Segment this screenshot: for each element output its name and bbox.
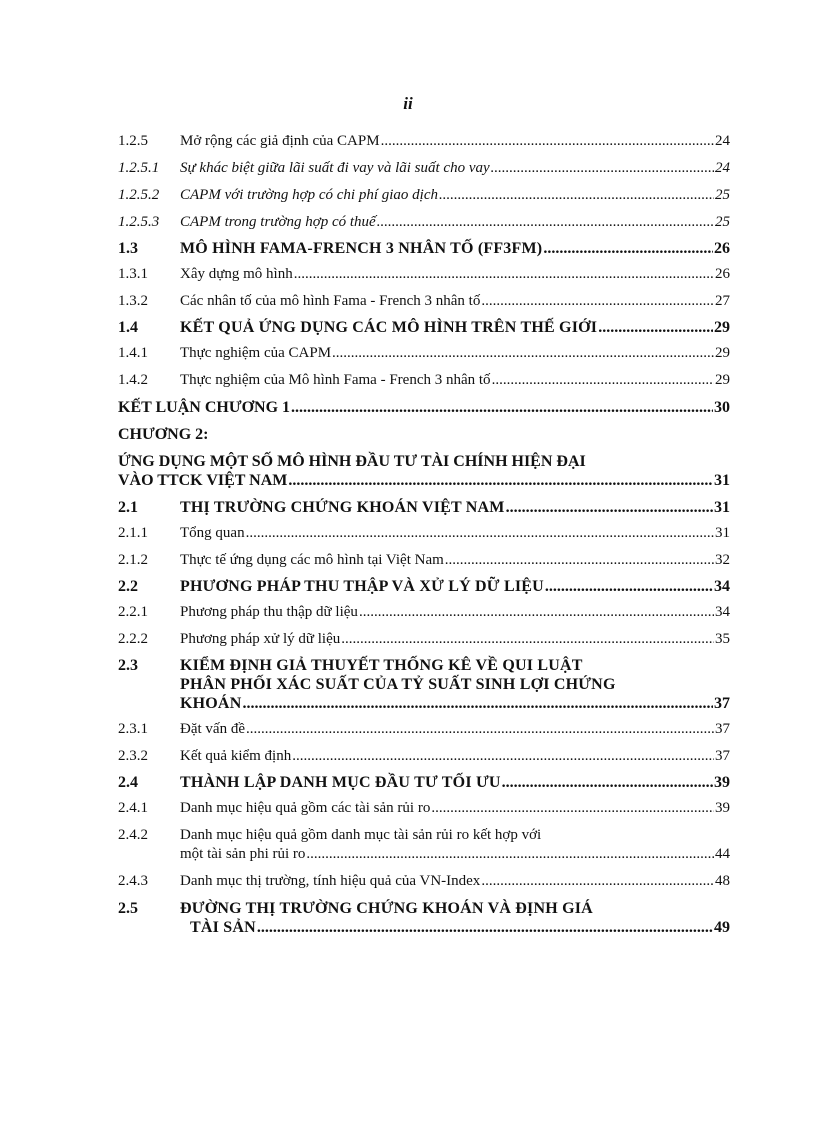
toc-entry-1-3[interactable] [118, 239, 730, 258]
toc-entry-1-3-2[interactable] [118, 292, 730, 311]
toc-title-line3: KHOÁN [180, 695, 242, 712]
dot-leader [306, 845, 714, 864]
dot-leader [598, 318, 713, 337]
dot-leader [439, 186, 714, 205]
dot-leader [246, 524, 714, 543]
toc-title: CAPM trong trường hợp có thuế [180, 214, 376, 230]
toc-title-line2: VÀO TTCK VIỆT NAM [118, 472, 288, 489]
toc-number: 1.4.1 [118, 345, 148, 361]
toc-chapter-2-heading [118, 425, 730, 444]
dot-leader [246, 720, 714, 739]
toc-number: 1.2.5 [118, 133, 148, 149]
toc-title-line2: một tài sản phi rủi ro [180, 846, 306, 862]
toc-title: Danh mục thị trường, tính hiệu quả của VN-Index [180, 873, 481, 889]
toc-page: 39 [715, 800, 730, 816]
dot-leader [491, 159, 714, 178]
toc-title: Các nhân tố của mô hình Fama - French 3 nhân tố [180, 293, 481, 309]
toc-title: CHƯƠNG 2: [118, 426, 209, 443]
toc-entry-2-1[interactable] [118, 498, 730, 517]
toc-title: CAPM với trường hợp có chi phí giao dịch [180, 187, 438, 203]
toc-title: Xây dựng mô hình [180, 266, 293, 282]
toc-page: 35 [715, 631, 730, 647]
toc-page: 29 [715, 345, 730, 361]
toc-title: Sự khác biệt giữa lãi suất đi vay và lãi suất cho vay [180, 160, 490, 176]
toc-number: 2.4.3 [118, 873, 148, 889]
toc-entry-1-4[interactable] [118, 318, 730, 337]
dot-leader [288, 471, 713, 490]
toc-page: 27 [715, 293, 730, 309]
toc-page: 48 [715, 873, 730, 889]
toc-page: 44 [715, 846, 730, 862]
toc-entry-2-4-1[interactable] [118, 799, 730, 818]
toc-page: 31 [714, 472, 730, 489]
toc-number: 2.1.1 [118, 525, 148, 541]
toc-title-line2: PHÂN PHỐI XÁC SUẤT CỦA TỶ SUẤT SINH LỢI CHỨNG [180, 676, 616, 693]
dot-leader [506, 498, 713, 517]
toc-entry-2-1-1[interactable] [118, 524, 730, 543]
toc-title-line2: TÀI SẢN [190, 919, 256, 936]
dot-leader [377, 213, 714, 232]
toc-page: 29 [714, 319, 730, 336]
toc-entry-chapter1-conclusion[interactable] [118, 398, 730, 417]
toc-page: 24 [715, 133, 730, 149]
toc-entry-2-2-1[interactable] [118, 603, 730, 622]
toc-number: 2.4 [118, 774, 138, 791]
dot-leader [341, 630, 714, 649]
toc-entry-1-4-1[interactable] [118, 344, 730, 363]
toc-title-line1: KIỂM ĐỊNH GIẢ THUYẾT THỐNG KÊ VỀ QUI LUẬT [180, 657, 583, 674]
toc-number: 2.1 [118, 499, 138, 516]
dot-leader [242, 694, 713, 713]
dot-leader [502, 773, 713, 792]
toc-number: 2.4.1 [118, 800, 148, 816]
dot-leader [431, 799, 714, 818]
table-of-contents [118, 128, 730, 937]
toc-page: 30 [714, 399, 730, 416]
toc-number: 1.2.5.3 [118, 214, 160, 230]
dot-leader [291, 398, 713, 417]
toc-title: MÔ HÌNH FAMA-FRENCH 3 NHÂN TỐ (FF3FM) [180, 240, 543, 257]
dot-leader [543, 239, 713, 258]
toc-page: 25 [715, 187, 730, 203]
toc-title: THÀNH LẬP DANH MỤC ĐẦU TƯ TỐI ƯU [180, 774, 501, 791]
toc-entry-1-3-1[interactable] [118, 265, 730, 284]
toc-title-line1: ĐƯỜNG THỊ TRƯỜNG CHỨNG KHOÁN VÀ ĐỊNH GIÁ [180, 900, 593, 917]
toc-title-line1: ỨNG DỤNG MỘT SỐ MÔ HÌNH ĐẦU TƯ TÀI CHÍNH HIỆN ĐẠI [118, 453, 586, 470]
toc-entry-1-2-5-2[interactable] [118, 186, 730, 205]
toc-title: Thực tế ứng dụng các mô hình tại Việt Nam [180, 552, 444, 568]
toc-title: THỊ TRƯỜNG CHỨNG KHOÁN VIỆT NAM [180, 499, 505, 516]
toc-entry-1-2-5-3[interactable] [118, 213, 730, 232]
toc-number: 2.4.2 [118, 827, 148, 843]
toc-number: 1.2.5.1 [118, 160, 160, 176]
toc-page: 24 [715, 160, 730, 176]
toc-entry-2-2[interactable] [118, 577, 730, 596]
toc-title: Đặt vấn đề [180, 721, 245, 737]
toc-number: 2.2.1 [118, 604, 148, 620]
dot-leader [332, 344, 714, 363]
toc-number: 2.3.1 [118, 721, 148, 737]
toc-entry-1-2-5-1[interactable] [118, 159, 730, 178]
toc-entry-1-4-2[interactable] [118, 371, 730, 390]
toc-number: 2.2.2 [118, 631, 148, 647]
toc-title: Phương pháp thu thập dữ liệu [180, 604, 358, 620]
dot-leader [492, 371, 714, 390]
toc-page: 32 [715, 552, 730, 568]
toc-page: 25 [715, 214, 730, 230]
toc-number: 1.4.2 [118, 372, 148, 388]
toc-entry-2-3[interactable] [118, 656, 730, 713]
toc-number: 1.3 [118, 240, 138, 257]
toc-number: 2.1.2 [118, 552, 148, 568]
toc-page: 34 [714, 578, 730, 595]
toc-number: 1.4 [118, 319, 138, 336]
toc-title: Phương pháp xử lý dữ liệu [180, 631, 341, 647]
toc-entry-2-4-2[interactable] [118, 826, 730, 864]
toc-title: KẾT QUẢ ỨNG DỤNG CÁC MÔ HÌNH TRÊN THẾ GIỚI [180, 319, 598, 336]
dot-leader [445, 551, 714, 570]
toc-title: KẾT LUẬN CHƯƠNG 1 [118, 399, 291, 416]
dot-leader [481, 872, 714, 891]
toc-number: 2.5 [118, 900, 138, 917]
dot-leader [545, 577, 713, 596]
toc-entry-1-2-5[interactable] [118, 132, 730, 151]
toc-page: 26 [714, 240, 730, 257]
toc-number: 2.2 [118, 578, 138, 595]
toc-title: Mở rộng các giả định của CAPM [180, 133, 380, 149]
dot-leader [257, 918, 713, 937]
toc-title: Thực nghiệm của Mô hình Fama - French 3 nhân tố [180, 372, 491, 388]
toc-page: 26 [715, 266, 730, 282]
toc-page: 34 [715, 604, 730, 620]
dot-leader [294, 265, 714, 284]
toc-title: PHƯƠNG PHÁP THU THẬP VÀ XỬ LÝ DỮ LIỆU [180, 578, 544, 595]
toc-page: 49 [714, 919, 730, 936]
toc-number: 1.3.1 [118, 266, 148, 282]
toc-page: 37 [715, 721, 730, 737]
toc-entry-2-4-3[interactable] [118, 872, 730, 891]
toc-page: 31 [715, 525, 730, 541]
dot-leader [292, 747, 714, 766]
toc-title: Kết quả kiểm định [180, 748, 292, 764]
toc-title: Tổng quan [180, 525, 245, 541]
toc-entry-2-1-2[interactable] [118, 551, 730, 570]
dot-leader [381, 132, 714, 151]
toc-number: 1.3.2 [118, 293, 148, 309]
toc-entry-2-2-2[interactable] [118, 630, 730, 649]
toc-number: 2.3.2 [118, 748, 148, 764]
toc-page: 31 [714, 499, 730, 516]
toc-entry-2-4[interactable] [118, 773, 730, 792]
toc-title-line1: Danh mục hiệu quả gồm danh mục tài sản rủi ro kết hợp với [180, 827, 542, 843]
toc-number: 1.2.5.2 [118, 187, 160, 203]
toc-title: Thực nghiệm của CAPM [180, 345, 332, 361]
toc-page: 39 [714, 774, 730, 791]
toc-entry-2-5[interactable] [118, 899, 730, 937]
toc-page: 37 [714, 695, 730, 712]
toc-number: 2.3 [118, 657, 138, 674]
dot-leader [481, 292, 714, 311]
page-number: ii [403, 94, 413, 113]
toc-entry-chapter2[interactable] [118, 452, 730, 490]
toc-entry-2-3-1[interactable] [118, 720, 730, 739]
toc-page: 37 [715, 748, 730, 764]
toc-title: Danh mục hiệu quả gồm các tài sản rủi ro [180, 800, 431, 816]
toc-page: 29 [715, 372, 730, 388]
dot-leader [359, 603, 714, 622]
toc-entry-2-3-2[interactable] [118, 747, 730, 766]
